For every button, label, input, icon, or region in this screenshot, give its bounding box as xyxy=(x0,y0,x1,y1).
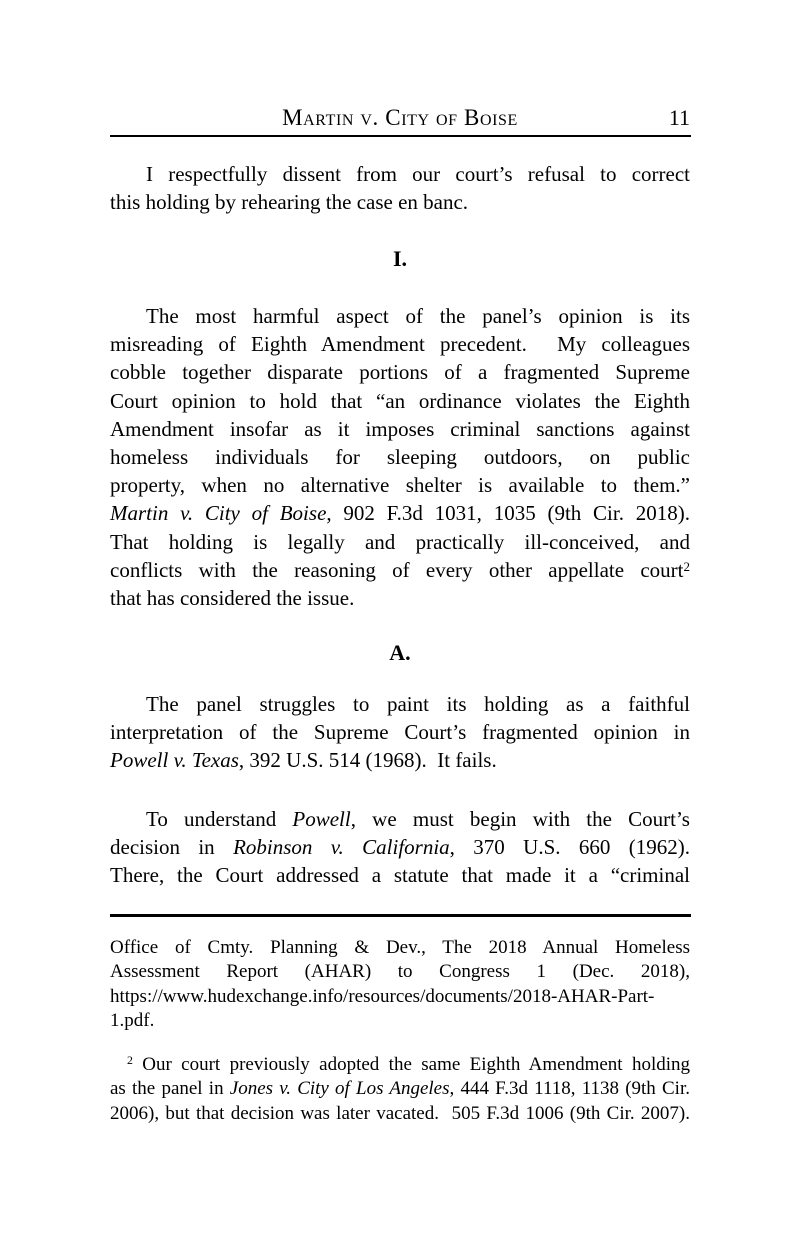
text-line xyxy=(110,690,690,718)
paragraph-dissent-intro xyxy=(110,160,690,216)
text-line xyxy=(110,1053,690,1077)
text-run: , 902 F.3d 1031, 1035 (9th Cir. 2018). xyxy=(326,501,690,526)
footnote-2 xyxy=(110,1053,690,1126)
text-line xyxy=(110,960,690,984)
footnote-reference: 2 xyxy=(683,558,690,574)
text-line xyxy=(110,302,690,330)
text-run: Office of Cmty. Planning & Dev., The 2018 Annual Homeless xyxy=(110,937,690,958)
text-run: this holding by rehearing the case en banc. xyxy=(110,190,469,215)
text-line xyxy=(110,1009,690,1033)
text-line xyxy=(110,387,690,415)
text-run: There, the Court addressed a statute that made it a “criminal xyxy=(110,863,690,888)
text-line xyxy=(110,584,690,612)
text-run: cobble together disparate portions of a fragmented Supreme xyxy=(110,360,690,385)
text-run: 2006), but that decision was later vacated. 505 F.3d 1006 (9th Cir. 2007). xyxy=(110,1102,690,1124)
text-run: Our court previously adopted the same Eighth Amendment holding xyxy=(132,1054,690,1075)
text-run: homeless individuals for sleeping outdoors, on public xyxy=(110,445,690,470)
paragraph-most-harmful xyxy=(110,302,690,612)
text-line xyxy=(110,861,690,889)
text-run: That holding is legally and practically ill-conceived, and xyxy=(110,529,690,554)
text-run: Assessment Report (AHAR) to Congress 1 (Dec. 2018), xyxy=(110,961,690,983)
paragraph-to-understand-powell xyxy=(110,805,690,890)
text-line xyxy=(110,1077,690,1101)
footnote-reference: 2 xyxy=(127,1054,133,1068)
running-head xyxy=(110,104,690,134)
text-run: I respectfully dissent from our court’s refusal to correct xyxy=(146,162,690,186)
text-line xyxy=(110,499,690,527)
text-line xyxy=(110,188,690,216)
text-run: The panel struggles to paint its holding as a faithful xyxy=(146,692,690,716)
text-run: conflicts with the reasoning of every other appellate court xyxy=(110,557,684,582)
text-run: , 392 U.S. 514 (1968). It fails. xyxy=(238,748,497,773)
text-run: decision in xyxy=(110,835,234,860)
case-citation-italic: Powell xyxy=(292,807,351,831)
text-run: 1.pdf. xyxy=(110,1010,155,1032)
page-number: 11 xyxy=(668,105,690,130)
text-line xyxy=(110,746,690,774)
text-line xyxy=(110,718,690,746)
section-heading-one: I. xyxy=(392,246,408,271)
text-line xyxy=(110,330,690,358)
text-run: as the panel in xyxy=(110,1078,230,1100)
text-run: https://www.hudexchange.info/resources/documents/2018-AHAR-Part- xyxy=(110,985,655,1007)
text-run: interpretation of the Supreme Court’s fragmented opinion in xyxy=(110,720,690,745)
text-line xyxy=(110,528,690,556)
paragraph-panel-struggles xyxy=(110,690,690,775)
text-run: , 444 F.3d 1118, 1138 (9th Cir. xyxy=(449,1078,690,1100)
text-line xyxy=(110,443,690,471)
case-citation-italic: Jones v. City of Los Angeles xyxy=(229,1078,450,1100)
case-citation-italic: Martin v. City of Boise xyxy=(110,501,327,526)
footnote-1-continuation xyxy=(110,936,690,1034)
text-run: To understand xyxy=(146,807,293,831)
header-rule xyxy=(110,135,691,137)
text-run: , we must begin with the Court’s xyxy=(350,807,690,831)
footnote-separator xyxy=(110,914,691,917)
case-citation-italic: Robinson v. California xyxy=(233,835,450,860)
text-run: , 370 U.S. 660 (1962). xyxy=(449,835,690,860)
text-run: that has considered the issue. xyxy=(110,586,355,611)
text-run: Court opinion to hold that “an ordinance violates the Eighth xyxy=(110,388,690,413)
text-line xyxy=(110,833,690,861)
text-run: misreading of Eighth Amendment precedent. My colleagues xyxy=(110,332,690,357)
text-run: Amendment insofar as it imposes criminal sanctions against xyxy=(110,416,690,441)
text-run: The most harmful aspect of the panel’s opinion is its xyxy=(146,304,690,328)
text-line xyxy=(110,805,690,833)
text-line xyxy=(110,160,690,188)
text-line xyxy=(110,556,690,584)
text-line xyxy=(110,358,690,386)
text-run: property, when no alternative shelter is available to them.” xyxy=(110,473,690,498)
text-line xyxy=(110,985,690,1009)
case-name: Martin v. City of Boise xyxy=(282,105,518,130)
text-line xyxy=(110,936,690,960)
text-line xyxy=(110,1102,690,1126)
section-heading-a: A. xyxy=(389,640,411,665)
text-line xyxy=(110,415,690,443)
case-citation-italic: Powell v. Texas xyxy=(110,748,239,773)
text-line xyxy=(110,471,690,499)
